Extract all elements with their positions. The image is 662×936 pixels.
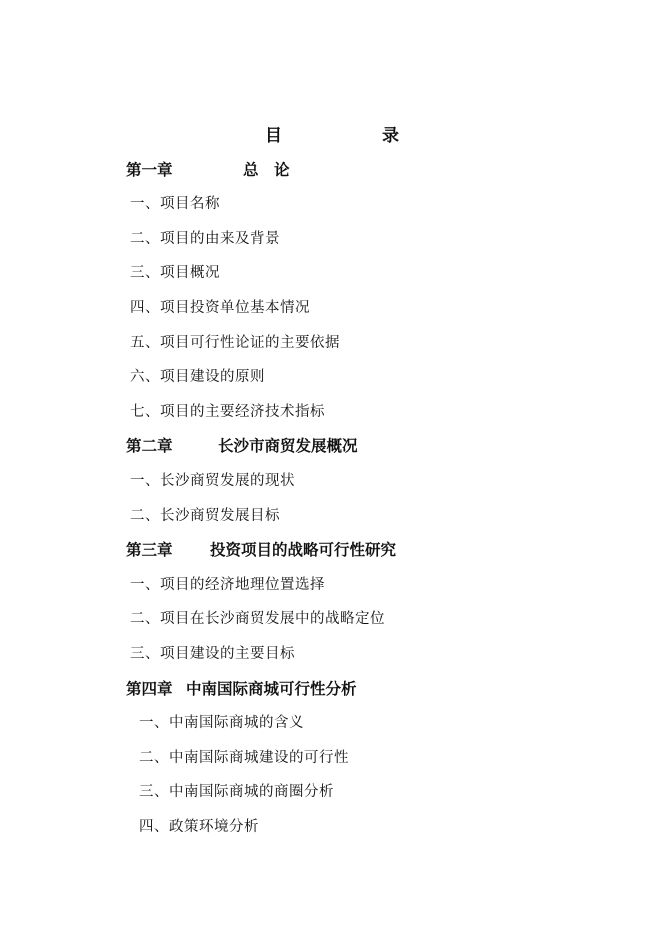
chapter-name: 中南国际商城可行性分析 bbox=[186, 679, 357, 698]
toc-item: 六、项目建设的原则 bbox=[130, 369, 265, 385]
toc-item: 三、中南国际商城的商圈分析 bbox=[139, 784, 334, 800]
chapter-label: 第三章 bbox=[126, 540, 173, 559]
toc-title-right: 录 bbox=[382, 126, 400, 146]
toc-item: 三、项目建设的主要目标 bbox=[130, 646, 295, 662]
toc-title-left: 目 bbox=[265, 126, 283, 146]
toc-item: 一、中南国际商城的含义 bbox=[139, 715, 304, 731]
toc-item: 二、长沙商贸发展目标 bbox=[130, 508, 280, 524]
toc-item: 三、项目概况 bbox=[130, 265, 220, 281]
chapter-1-heading bbox=[126, 158, 290, 180]
toc-item: 二、项目的由来及背景 bbox=[130, 231, 280, 247]
chapter-name: 投资项目的战略可行性研究 bbox=[210, 540, 397, 559]
chapter-label: 第一章 bbox=[126, 160, 173, 179]
chapter-2-heading bbox=[126, 434, 358, 456]
toc-item: 一、长沙商贸发展的现状 bbox=[130, 473, 295, 489]
chapter-3-heading bbox=[126, 538, 397, 560]
chapter-label: 第四章 bbox=[126, 679, 173, 698]
toc-item: 七、项目的主要经济技术指标 bbox=[130, 404, 325, 420]
toc-item: 一、项目的经济地理位置选择 bbox=[130, 577, 325, 593]
toc-item: 二、项目在长沙商贸发展中的战略定位 bbox=[130, 611, 385, 627]
chapter-label: 第二章 bbox=[126, 436, 173, 455]
toc-item: 一、项目名称 bbox=[130, 196, 220, 212]
chapter-name: 长沙市商贸发展概况 bbox=[218, 436, 358, 455]
toc-item: 五、项目可行性论证的主要依据 bbox=[130, 335, 340, 351]
toc-item: 四、政策环境分析 bbox=[139, 819, 259, 835]
chapter-4-heading bbox=[126, 677, 357, 699]
toc-item: 二、中南国际商城建设的可行性 bbox=[139, 750, 349, 766]
toc-item: 四、项目投资单位基本情况 bbox=[130, 300, 310, 316]
chapter-name: 总 论 bbox=[243, 160, 290, 179]
